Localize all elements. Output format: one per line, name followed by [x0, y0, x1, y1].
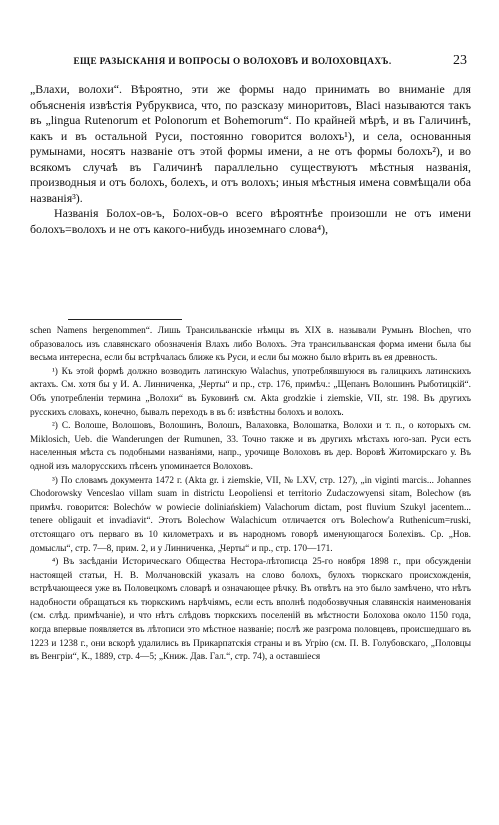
footnote-3: ³) По словамъ документа 1472 г. (Akta gr. i ziemskie, VII, № LXV, стр. 127), „in vigintі marcis... Johannes Chodorowsky Venceslao villam suam in districtu Leopoliensi et territorio Zudaczowyensi sitam, Bolechow (въ примѣч. говорится: Bolechów w powiecie doliniańskiem) Valachorum dictam, post fluvium Szukyl jacentem... tenere obligauit et invadiavit“. Этотъ Bolechow Walachicum отличается отъ Bolechow'a Ruthenicum=ruski, отстоящаго отъ перваго въ 10 километрахъ и въ народномъ говорѣ именующагося Болехівъ. Ср. „Нов. домыслы“, стр. 7—8, прим. 2, и у Линниченка, „Черты“ и пр., стр. 170—171. [30, 475, 471, 554]
footnote-4: ⁴) Въ засѣданіи Историческаго Общества Нестора-лѣтописца 25-го ноября 1898 г., при обсужденіи настоящей статьи, Н. В. Молчановскій указалъ на слово болохъ, булохъ тюркскаго происхожденія, встрѣчающееся уже въ Половецкомъ словарѣ и означающее рѣчку. Въ отвѣтъ на это было замѣчено, что нѣтъ надобности обращаться къ тюркскимъ нарѣчіямъ, если есть вполнѣ подобозвучныя славянскія наименованія (см. слѣд. примѣчаніе), и что нѣтъ слѣдовъ тюркскихъ поселеній въ мѣстности Болохова около 1150 года, когда впервые появляется въ лѣтописи это мѣстное названіе; послѣ же разгрома половцевъ, происшедшаго въ 1223 и 1238 г., они вскорѣ удалились въ Прикарпатскія страны и въ Угрію (см. П. В. Голубовскаго, „Половцы въ Венгріи“, К., 1889, стр. 4—5; „Книж. Дав. Гал.“, стр. 74), а оставшіеся [30, 557, 471, 663]
page-header [30, 53, 467, 72]
footnote-separator [68, 319, 182, 320]
running-head: ЕЩЕ РАЗЫСКАНІЯ И ВОПРОСЫ О ВОЛОХОВЪ И ВОЛОХОВЦАХЪ. [73, 56, 392, 66]
page-number: 23 [453, 53, 467, 68]
footnote-2: ²) С. Волоше, Волошовъ, Волошинъ, Волошъ, Валаховка, Волошатка, Волохи и т. п., о которыхъ см. Miklosich, Ueb. die Wanderungen der Rumunen, 33. Точно также и въ другихъ мѣстахъ юго-зап. Руси есть населенныя мѣста съ подобными названіями, напр., урочище Волоховъ въ дер. Воровѣ Житомирскаго у. Въ одной изъ малорусскихъ пѣсенъ упоминается Волоховъ. [30, 421, 471, 472]
body-paragraph: „Влахи, волохи“. Вѣроятно, эти же формы надо принимать во вниманіе для объясненія извѣстія Рубруквиса, что, по разсказу миноритовъ, Blaci называются такъ въ „lingua Rutenorum et Polonorum et Bohemorum“. По крайней мѣрѣ, и въ Галичинѣ, какъ и въ остальной Руси, постоянно говорится волохъ¹), и села, основанныя румынами, носятъ названіе отъ этой формы имени, а не отъ формы болохъ²), и во всякомъ случаѣ въ Галичинѣ параллельно существуютъ мѣстныя названія, производныя и отъ болохъ, болехъ, и отъ волохъ; иныя мѣстныя имена совмѣщали оба названія³). [30, 82, 471, 205]
footnote-1: ¹) Къ этой формѣ должно возводить латинскую Walachus, употреблявшуюся въ галицкихъ латинскихъ актахъ. См. хотя бы у И. А. Линниченка, „Черты“ и пр., стр. 176, примѣч.: „Щепанъ Волошинъ Рыботицкій“. Объ употребленіи термина „Волохи“ въ Буковинѣ см. Akta grodzkie i ziemskie, VII, str. 198. Въ другихъ русскихъ словахъ, конечно, бывалъ переходъ в въ б: извѣстны болохъ и волохъ. [30, 366, 471, 418]
body-paragraph: Названія Болох-ов-ъ, Болох-ов-о всего вѣроятнѣе произошли не отъ имени болохъ=волохъ и не отъ какого-нибудь иноземнаго слова⁴), [30, 206, 471, 236]
footnote-continuation: schen Namens hergenommen“. Лишь Трансильванскіе нѣмцы въ XIX в. называли Румынъ Blochen, что образовалось изъ славянскаго обозначенія Влахъ либо Волохъ. Эта трансильванская форма имени была бы весьма интересна, если бы встрѣчалась ближе къ Руси, и если бы можно было вѣрить въ ея древность. [30, 326, 471, 364]
main-text [30, 82, 471, 237]
footnotes [30, 325, 471, 665]
